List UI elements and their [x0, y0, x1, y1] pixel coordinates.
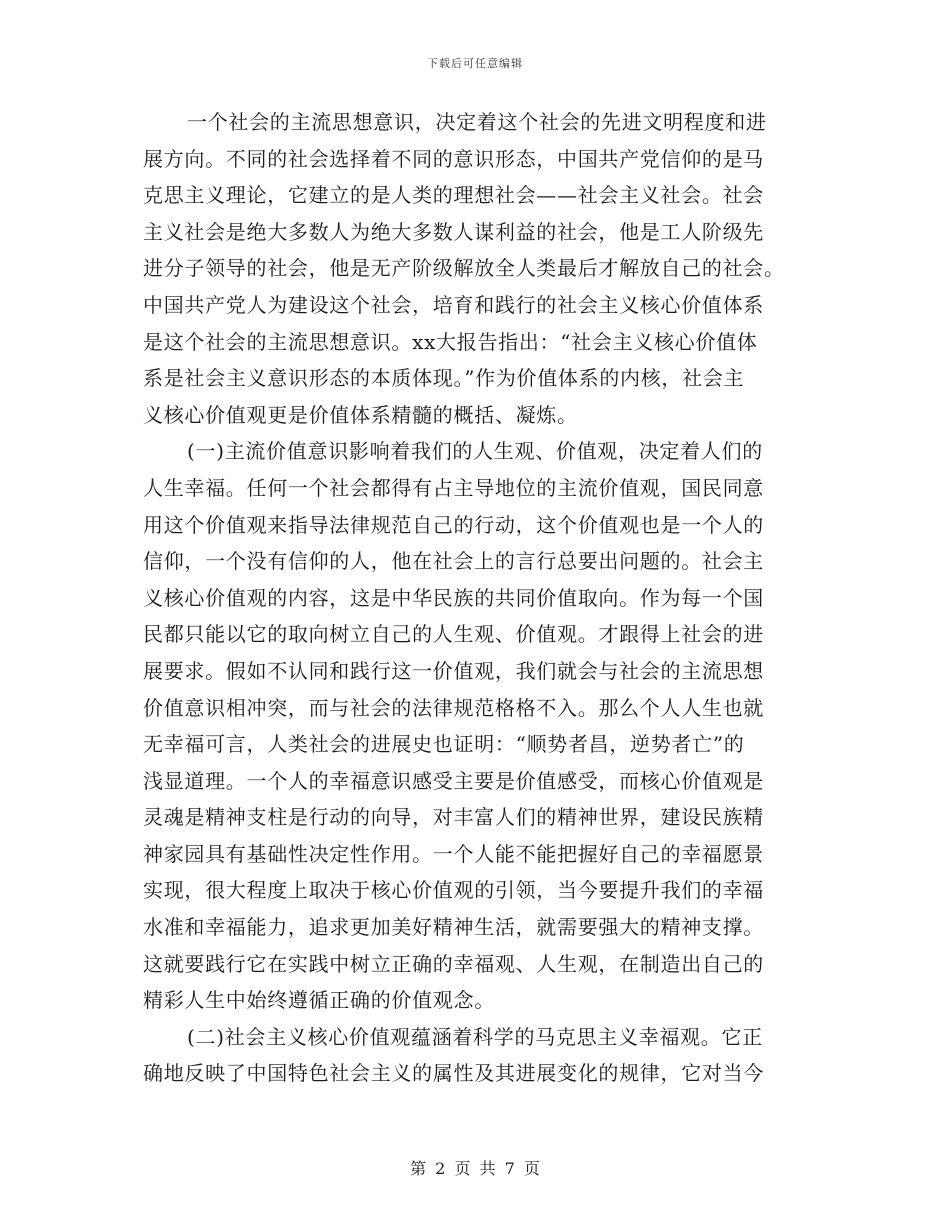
text-line: 主义社会是绝大多数人为绝大多数人谋利益的社会，他是工人阶级先 [143, 219, 764, 244]
text-line: 展要求。假如不认同和践行这一价值观，我们就会与社会的主流思想 [143, 658, 764, 683]
text-line: 系是社会主义意识形态的本质体现。”作为价值体系的内核，社会主 [143, 366, 745, 391]
text-line: 灵魂是精神支柱是行动的向导，对丰富人们的精神世界，建设民族精 [143, 805, 764, 830]
text-line: 用这个价值观来指导法律规范自己的行动，这个价值观也是一个人的 [143, 512, 764, 537]
text-line: 人生幸福。任何一个社会都得有占主导地位的主流价值观，国民同意 [143, 475, 764, 500]
text-line: (一)主流价值意识影响着我们的人生观、价值观，决定着人们的 [187, 439, 763, 464]
text-line: 神家园具有基础性决定性作用。一个人能不能把握好自己的幸福愿景 [143, 841, 764, 866]
text-line: 民都只能以它的取向树立自己的人生观、价值观。才跟得上社会的进 [143, 622, 764, 647]
page-number-footer: 第 2 页 共 7 页 [410, 1159, 540, 1178]
document-body [143, 104, 799, 1092]
text-line: 克思主义理论，它建立的是人类的理想社会——社会主义社会。社会 [143, 183, 764, 208]
text-line: 进分子领导的社会，他是无产阶级解放全人类最后才解放自己的社会。 [143, 256, 785, 281]
text-line: 浅显道理。一个人的幸福意识感受主要是价值感受，而核心价值观是 [143, 768, 764, 793]
text-line: 实现，很大程度上取决于核心价值观的引领，当今要提升我们的幸福 [143, 878, 764, 903]
text-line: 无幸福可言，人类社会的进展史也证明：“顺势者昌，逆势者亡”的 [143, 732, 745, 757]
text-line: 信仰，一个没有信仰的人，他在社会上的言行总要出问题的。社会主 [143, 549, 764, 574]
text-line: 义核心价值观更是价值体系精髓的概括、凝炼。 [143, 402, 578, 427]
text-line: 水准和幸福能力，追求更加美好精神生活，就需要强大的精神支撑。 [143, 915, 764, 940]
text-line: 这就要践行它在实践中树立正确的幸福观、人生观，在制造出自己的 [143, 951, 764, 976]
text-line: 义核心价值观的内容，这是中华民族的共同价值取向。作为每一个国 [143, 585, 764, 610]
text-line: 中国共产党人为建设这个社会，培育和践行的社会主义核心价值体系 [143, 292, 764, 317]
text-line: 精彩人生中始终遵循正确的价值观念。 [143, 988, 495, 1013]
text-line: (二)社会主义核心价值观蕴涵着科学的马克思主义幸福观。它正 [187, 1024, 763, 1049]
page-header: 下载后可任意编辑 [427, 57, 523, 70]
text-line: 一个社会的主流思想意识，决定着这个社会的先进文明程度和进 [187, 110, 767, 134]
text-line: 价值意识相冲突，而与社会的法律规范格格不入。那么个人人生也就 [143, 695, 764, 720]
text-line: 确地反映了中国特色社会主义的属性及其进展变化的规律，它对当今 [143, 1061, 764, 1086]
text-line: 是这个社会的主流思想意识。xx大报告指出：“社会主义核心价值体 [143, 329, 758, 354]
text-line: 展方向。不同的社会选择着不同的意识形态，中国共产党信仰的是马 [143, 146, 764, 171]
